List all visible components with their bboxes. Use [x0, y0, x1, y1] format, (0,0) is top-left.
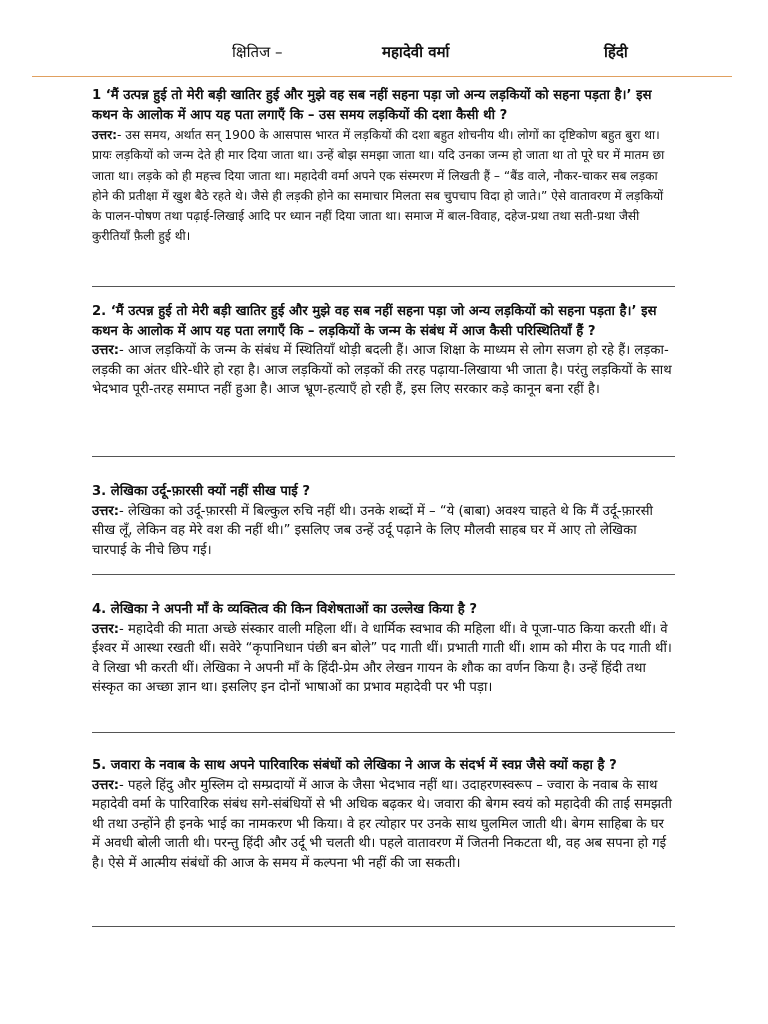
- answer-label: उत्तर:: [92, 343, 120, 358]
- answer-3: [92, 502, 674, 561]
- question-4: 4. लेखिका ने अपनी माँ के व्यक्तित्व की किन विशेषताओं का उल्लेख किया है ?: [92, 602, 478, 617]
- qa-block-5: [92, 756, 674, 873]
- answer-2-text: - आज लड़कियों के जन्म के संबंध में स्थितियाँ थोड़ी बदली हैं। आज शिक्षा के माध्यम से लोग सजग हो रहे हैं। लड़का-लड़की का अंतर धीरे-धीरे हो रहा है। आज लड़कियों को लड़कों की तरह पढ़ाया-लिखाया भी जाता है। परंतु लड़कियों के साथ भेदभाव पूरी-तरह समाप्त नहीं हुआ है। आज भ्रूण-हत्याएँ हो रही हैं, इस लिए सरकार कड़े कानून बना रहीं है।: [92, 343, 672, 397]
- section-divider: [92, 732, 675, 733]
- answer-label: उत्तर:: [92, 128, 117, 142]
- header-divider: [32, 76, 732, 77]
- answer-label: उत्तर:: [92, 503, 120, 519]
- page-header: [0, 42, 768, 66]
- header-subject: हिंदी: [604, 43, 628, 61]
- section-divider: [92, 926, 675, 927]
- answer-4-text: - महादेवी की माता अच्छे संस्कार वाली महिला थीं। वे धार्मिक स्वभाव की महिला थीं। वे पूजा-पाठ किया करती थीं। वे ईश्वर में आस्था रखती थीं। सवेरे “कृपानिधान पंछी बन बोले” पद गाती थीं। प्रभाती गाती थीं। शाम को मीरा के पद गाती थीं। वे लिखा भी करती थीं। लेखिका ने अपनी माँ के हिंदी-प्रेम और लेखन गायन के शौक का वर्णन किया है। उन्हें हिंदी तथा संस्कृत का अच्छा ज्ञान था। इसलिए इन दोनों भाषाओं का प्रभाव महादेवी पर भी पड़ा।: [92, 621, 672, 695]
- answer-5-text: - पहले हिंदु और मुस्लिम दो सम्प्रदायों में आज के जैसा भेदभाव नहीं था। उदाहरणस्वरूप – ज्वारा के नवाब के साथ महादेवी वर्मा के पारिवारिक संबंध सगे-संबंधियों से भी अधिक बढ़कर थे। जवारा की बेगम स्वयं को महादेवी की ताई समझती थी तथा उन्होंने ही इनके भाई का नामकरण भी किया। वे हर त्योहार पर उनके साथ घुलमिल जाती थी। बेगम साहिबा के घर में अवधी बोली जाती थी। परन्तु हिंदी और उर्दू भी चलती थी। पहले वातावरण में जितनी निकटता थी, वह अब सपना हो गई है। ऐसे में आत्मीय संबंधों की आज के समय में कल्पना भी नहीं की जा सकती।: [92, 777, 672, 871]
- answer-1: [92, 125, 674, 247]
- answer-label: उत्तर:: [92, 621, 120, 637]
- header-book-title: क्षितिज –: [232, 43, 283, 61]
- section-divider: [92, 574, 675, 575]
- answer-1-text: - उस समय, अर्थात सन् 1900 के आसपास भारत में लड़कियों की दशा बहुत शोचनीय थी। लोगों का दृष्टिकोण बहुत बुरा था। प्रायः लड़कियों को जन्म देते ही मार दिया जाता था। उन्हें बोझ समझा जाता था। यदि उनका जन्म हो जाता था तो पूरे घर में मातम छा जाता था। लड़के को ही महत्त्व दिया जाता था। महादेवी वर्मा अपने एक संस्मरण में लिखती हैं – “बैंड वाले, नौकर-चाकर सब लड़का होने की प्रतीक्षा में खुश बैठे रहते थे। जैसे ही लड़की होने का समाचार मिलता सब चुपचाप विदा हो जाते।” ऐसे वातावरण में लड़कियों के पालन-पोषण तथा पढ़ाई-लिखाई आदि पर ध्यान नहीं दिया जाता था। समाज में बाल-विवाह, दहेज-प्रथा तथा सती-प्रथा जैसी कुरीतियाँ फ़ैली हुई थी।: [92, 128, 665, 244]
- qa-block-4: [92, 600, 674, 698]
- question-3: 3. लेखिका उर्दू-फ़ारसी क्यों नहीं सीख पाई ?: [92, 484, 311, 499]
- qa-block-1: [92, 86, 674, 247]
- answer-2: [92, 341, 674, 400]
- question-1: 1 ‘मैं उत्पन्न हुई तो मेरी बड़ी खातिर हुई और मुझे वह सब नहीं सहना पड़ा जो अन्य लड़कियों को सहना पड़ता है।’ इस कथन के आलोक में आप यह पता लगाएँ कि – उस समय लड़कियों की दशा कैसी थी ?: [92, 88, 652, 123]
- qa-block-2: [92, 302, 674, 400]
- section-divider: [92, 286, 675, 287]
- answer-4: [92, 620, 674, 698]
- answer-5: [92, 776, 674, 874]
- header-author: महादेवी वर्मा: [382, 43, 450, 61]
- answer-3-text: - लेखिका को उर्दू-फ़ारसी में बिल्कुल रुचि नहीं थी। उनके शब्दों में – “ये (बाबा) अवश्य चाहते थे कि मैं उर्दू-फ़ारसी सीख लूँ, लेकिन वह मेरे वश की नहीं थी।” इसलिए जब उन्हें उर्दू पढ़ाने के लिए मौलवी साहब घर में आए तो लेखिका चारपाई के नीचे छिप गई।: [92, 503, 653, 558]
- question-2: 2. ‘मैं उत्पन्न हुई तो मेरी बड़ी खातिर हुई और मुझे वह सब नहीं सहना पड़ा जो अन्य लड़कियों को सहना पड़ता है।’ इस कथन के आलोक में आप यह पता लगाएँ कि – लड़कियों के जन्म के संबंध में आज कैसी परिस्थितियाँ हैं ?: [92, 304, 657, 339]
- answer-label: उत्तर:: [92, 777, 120, 793]
- section-divider: [92, 456, 675, 457]
- qa-block-3: [92, 482, 674, 560]
- question-5: 5. जवारा के नवाब के साथ अपने पारिवारिक संबंधों को लेखिका ने आज के संदर्भ में स्वप्न जैसे क्यों कहा है ?: [92, 758, 617, 773]
